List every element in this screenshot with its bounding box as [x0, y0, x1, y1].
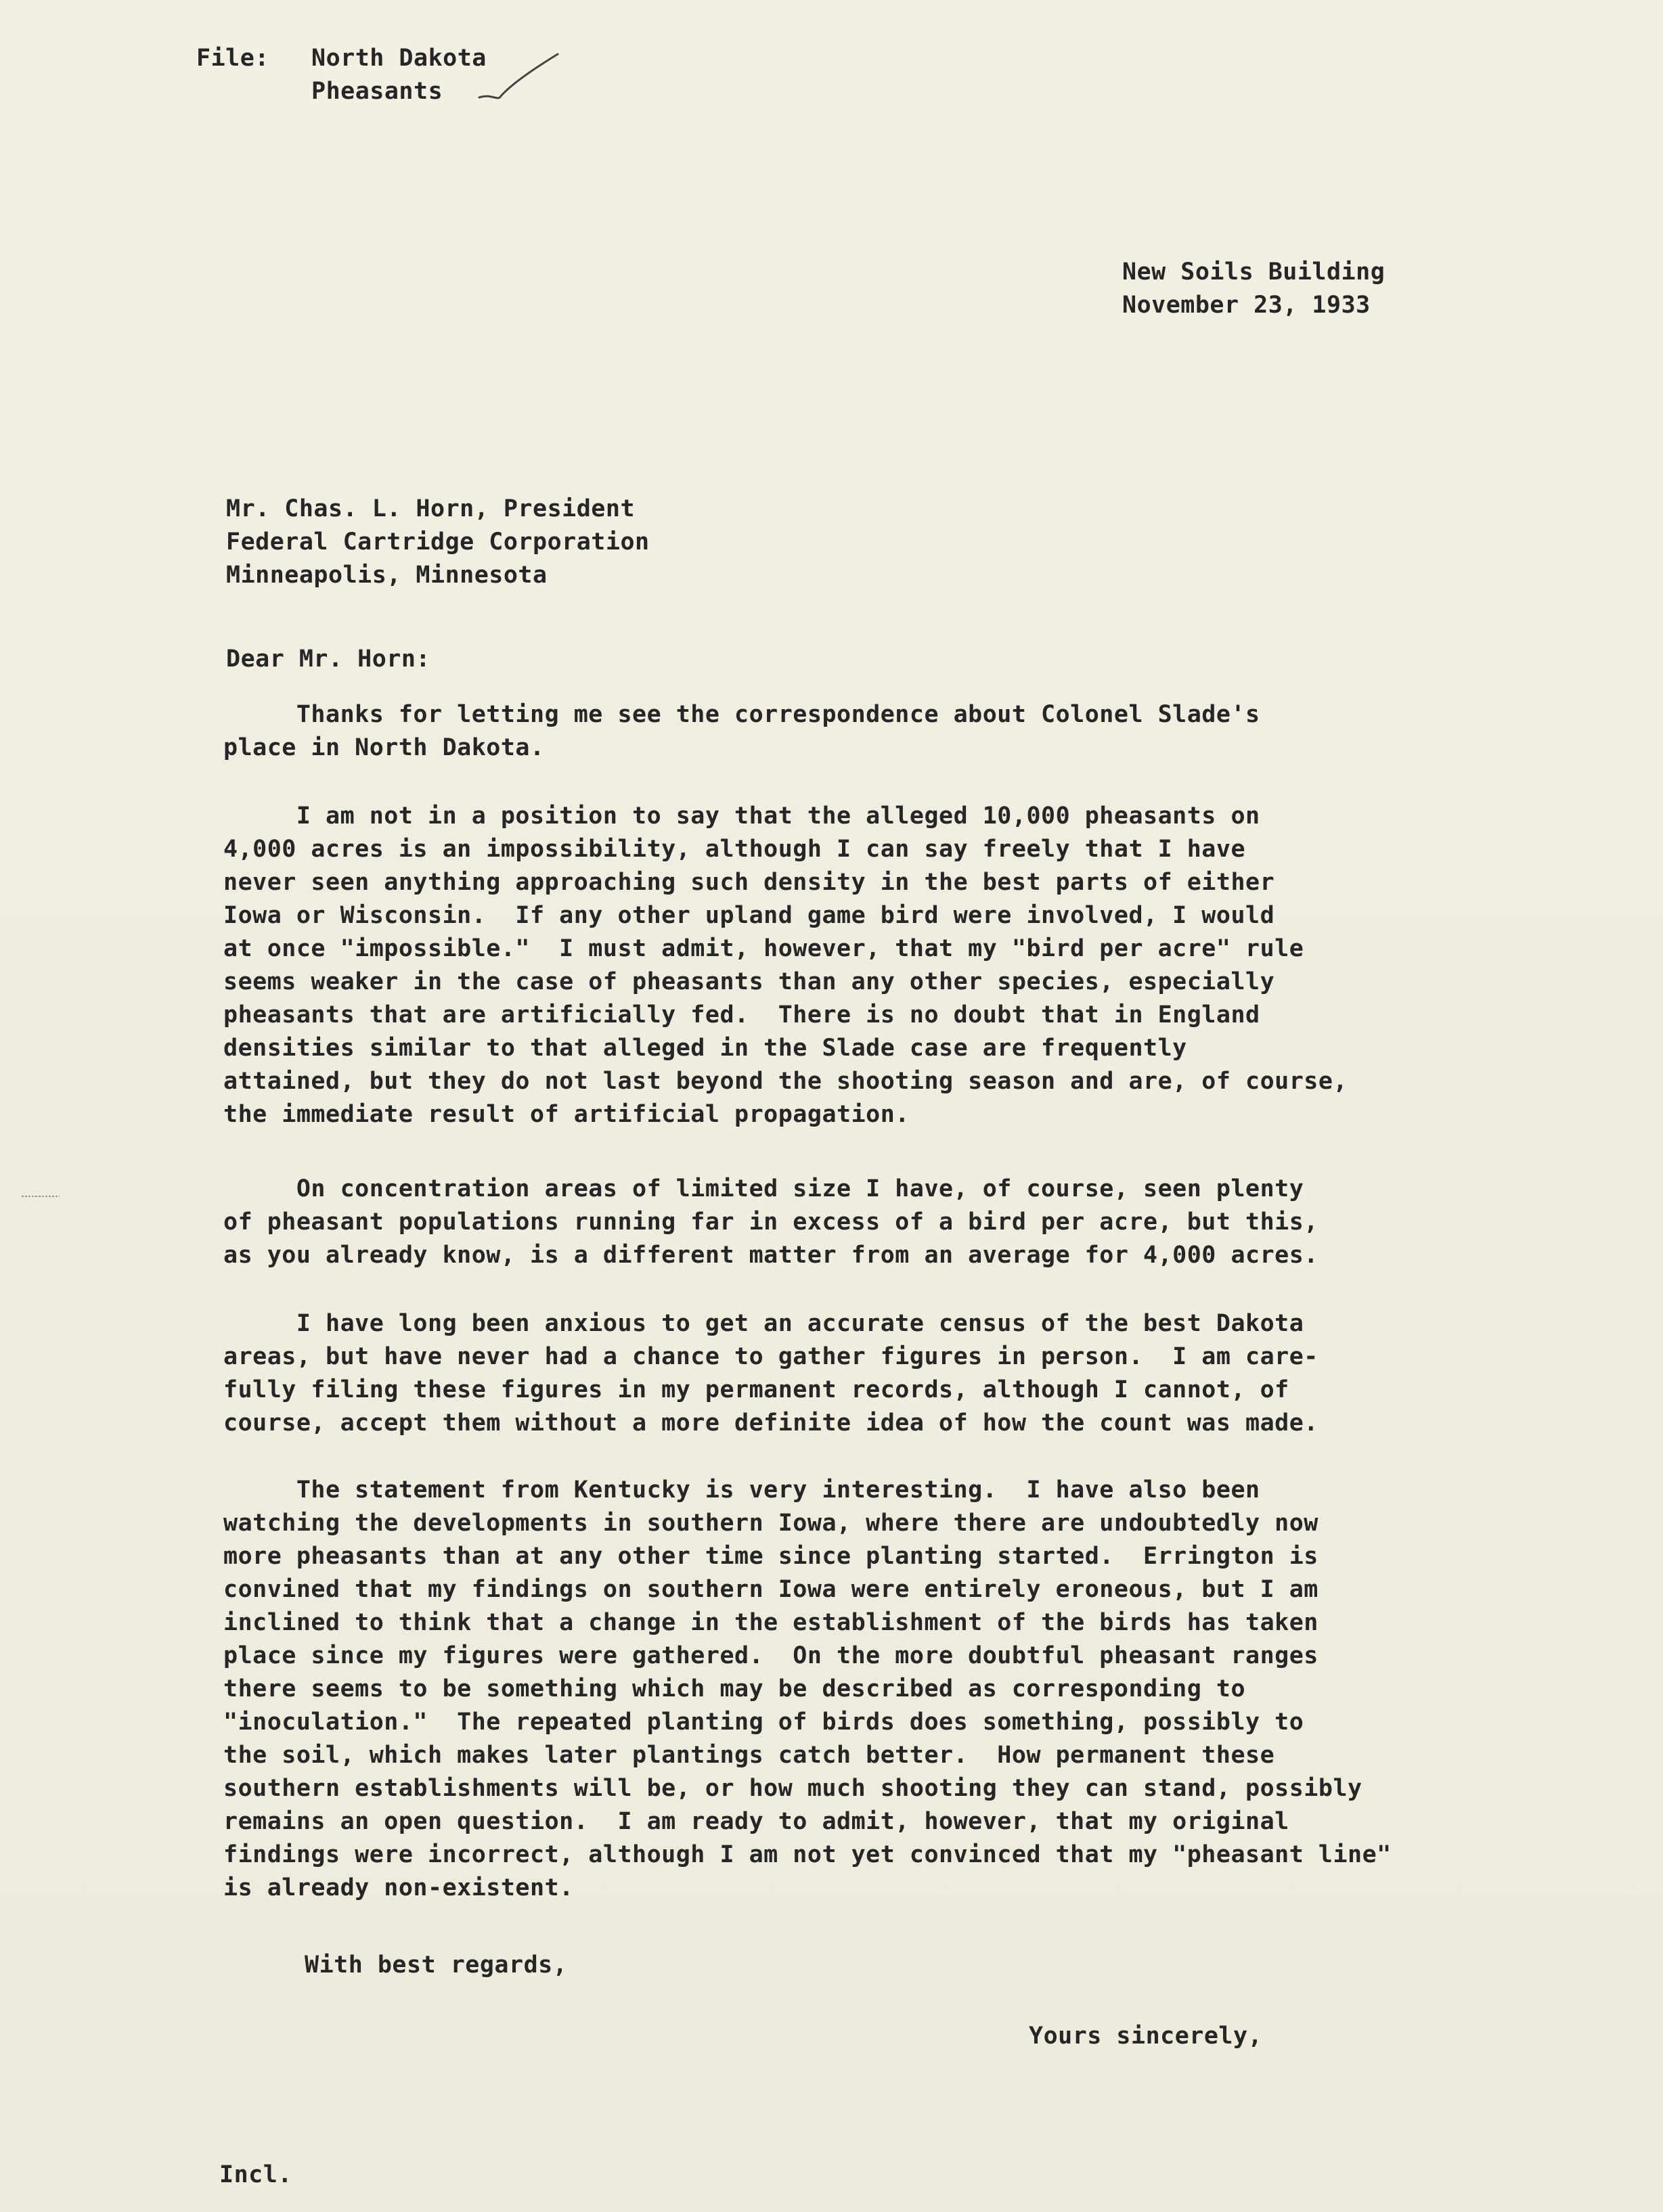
file-line-2: Pheasants — [311, 78, 443, 105]
recipient-line: Federal Cartridge Corporation — [226, 528, 650, 556]
salutation: Dear Mr. Horn: — [226, 646, 431, 673]
file-header — [196, 42, 487, 108]
body-paragraph-1: Thanks for letting me see the correspondence about Colonel Slade's place in North Dakota. — [223, 701, 1260, 761]
dateline-date: November 23, 1933 — [1122, 292, 1371, 319]
recipient-line: Minneapolis, Minnesota — [226, 562, 548, 589]
recipient-line: Mr. Chas. L. Horn, President — [226, 495, 636, 522]
closing-sign-off: Yours sincerely, — [1029, 2023, 1263, 2050]
recipient-address — [226, 493, 650, 592]
enclosure-note: Incl. — [219, 2161, 292, 2188]
margin-smudge — [20, 1194, 61, 1198]
handwritten-check-mark — [471, 49, 566, 110]
body-paragraph-2: I am not in a position to say that the alleged 10,000 pheasants on 4,000 acres is an impossibility, although I can say freely that I have never seen anything approaching such density in the best parts of either Iowa or Wisconsin. If any other upland game bird were involved, I would at once "impossible." I must admit, however, that my "bird per acre" rule seems weaker in the case of pheasants than any other species, especially pheasants that are artificially fed. There is no doubt that in England densities similar to that alleged in the Slade case are frequently attained, but they do not last beyond the shooting season and are, of course, the immediate result of artificial propagation. — [223, 803, 1348, 1128]
body-paragraph-4: I have long been anxious to get an accurate census of the best Dakota areas, but have never had a chance to gather figures in person. I am care- fully filing these figures in my permanent records, although I cannot, of course, accept them without a more definite idea of how the count was made. — [223, 1310, 1318, 1437]
dateline-place: New Soils Building — [1122, 258, 1385, 286]
dateline — [1122, 256, 1385, 322]
file-line-1: North Dakota — [311, 45, 487, 72]
body-paragraph-3: On concentration areas of limited size I have, of course, seen plenty of pheasant populations running far in excess of a bird per acre, but this, as you already know, is a different matter from an average for 4,000 acres. — [223, 1175, 1318, 1269]
file-label: File: — [196, 45, 269, 72]
body-paragraph-5: The statement from Kentucky is very interesting. I have also been watching the developments in southern Iowa, where there are undoubtedly now more pheasants than at any other time since planting started. Errington is convined that my findings on southern Iowa were entirely eroneous, but I am inclined to think that a change in the establishment of the birds has taken place since my figures were gathered. On the more doubtful pheasant ranges there seems to be something which may be described as corresponding to "inoculation." The repeated planting of birds does something, possibly to the soil, which makes later plantings catch better. How permanent these southern establishments will be, or how much shooting they can stand, possibly remains an open question. I am ready to admit, however, that my original findings were incorrect, although I am not yet convinced that my "pheasant line" is already non-existent. — [223, 1476, 1392, 1901]
closing-regards: With best regards, — [305, 1951, 568, 1979]
